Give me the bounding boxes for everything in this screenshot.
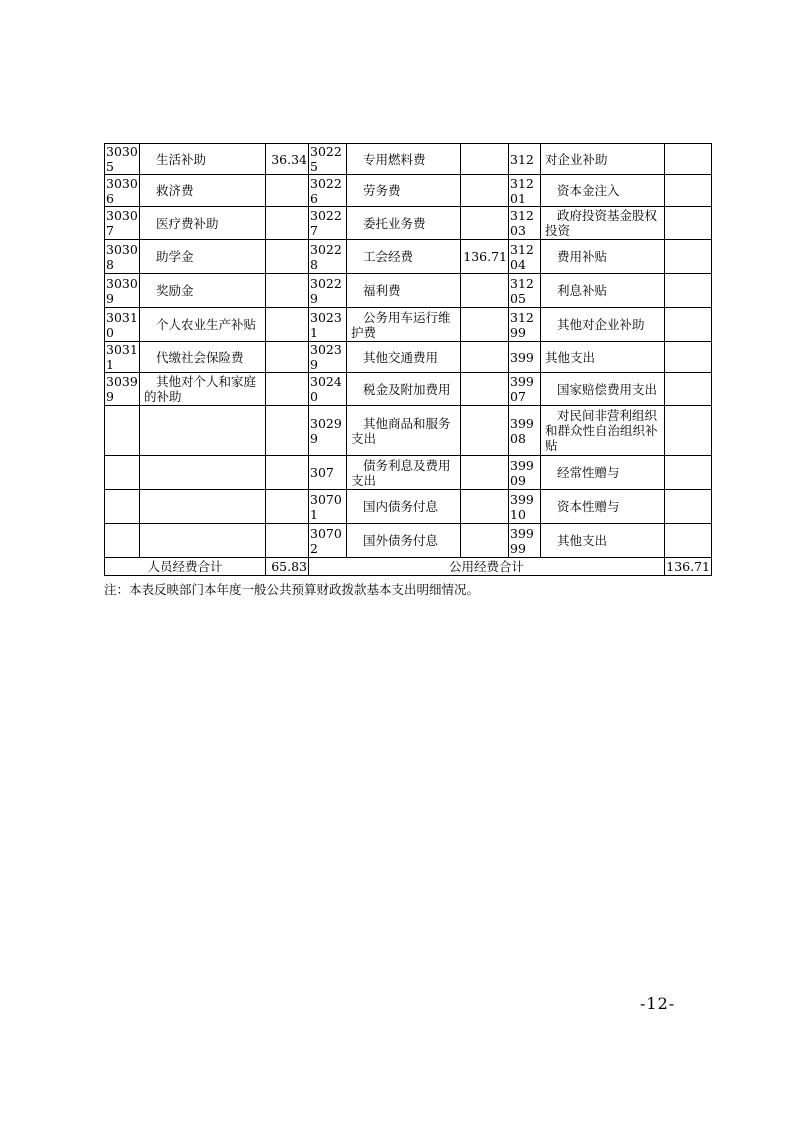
economic-code-cell: 39908 bbox=[509, 406, 541, 456]
economic-code-cell: 30399 bbox=[106, 374, 138, 404]
economic-code-cell: 30227 bbox=[309, 207, 347, 240]
economic-code-cell: 30231 bbox=[309, 308, 347, 342]
item-name-cell: 医疗费补助 bbox=[140, 207, 266, 240]
item-name-cell: 政府投资基金股权投资 bbox=[541, 207, 665, 240]
amount-cell bbox=[461, 524, 509, 558]
amount-cell bbox=[266, 207, 309, 240]
table-note: 注：本表反映部门本年度一般公共预算财政拨款基本支出明细情况。 bbox=[104, 582, 480, 597]
amount-cell bbox=[266, 373, 309, 406]
page-number: -12- bbox=[640, 994, 676, 1013]
item-name-cell bbox=[140, 524, 266, 558]
amount-cell: 36.34 bbox=[266, 144, 309, 175]
amount-cell bbox=[461, 342, 509, 373]
item-name-cell: 费用补贴 bbox=[541, 240, 665, 274]
economic-code-cell: 39907 bbox=[509, 373, 541, 406]
economic-code-cell: 30308 bbox=[106, 241, 138, 272]
item-name-cell: 救济费 bbox=[140, 175, 266, 207]
item-name-cell: 助学金 bbox=[140, 240, 266, 274]
item-name-cell bbox=[140, 490, 266, 524]
personnel-total-value: 65.83 bbox=[266, 558, 309, 576]
amount-cell bbox=[665, 406, 712, 456]
amount-cell bbox=[266, 406, 309, 456]
amount-cell bbox=[665, 456, 712, 490]
item-name-cell: 公务用车运行维护费 bbox=[347, 308, 461, 342]
economic-code-cell bbox=[105, 456, 140, 490]
economic-code-cell: 30226 bbox=[309, 175, 347, 207]
item-name-cell: 国内债务付息 bbox=[347, 490, 461, 524]
expenditure-detail-table bbox=[104, 143, 712, 576]
economic-code-cell: 31299 bbox=[509, 308, 541, 342]
economic-code-cell: 30306 bbox=[106, 175, 138, 206]
table-row bbox=[105, 342, 712, 373]
economic-code-cell: 30311 bbox=[106, 342, 138, 372]
amount-cell bbox=[266, 456, 309, 490]
item-name-cell: 经常性赠与 bbox=[541, 456, 665, 490]
item-name-cell: 委托业务费 bbox=[347, 207, 461, 240]
economic-code-cell: 399 bbox=[509, 342, 541, 373]
amount-cell bbox=[266, 274, 309, 308]
amount-cell bbox=[461, 274, 509, 308]
economic-code-cell bbox=[105, 524, 140, 558]
item-name-cell: 国家赔偿费用支出 bbox=[541, 373, 665, 406]
amount-cell bbox=[266, 524, 309, 558]
item-name-cell: 资本性赠与 bbox=[541, 490, 665, 524]
public-total-label: 公用经费合计 bbox=[309, 558, 665, 576]
amount-cell bbox=[461, 490, 509, 524]
item-name-cell: 资本金注入 bbox=[541, 175, 665, 207]
amount-cell bbox=[461, 406, 509, 456]
economic-code-cell: 30701 bbox=[309, 490, 347, 524]
item-name-cell: 其他支出 bbox=[541, 342, 665, 373]
economic-code-cell: 312 bbox=[509, 144, 541, 175]
item-name-cell: 对企业补助 bbox=[541, 144, 665, 175]
amount-cell bbox=[266, 240, 309, 274]
item-name-cell bbox=[140, 406, 266, 456]
item-name-cell: 其他支出 bbox=[541, 524, 665, 558]
item-name-cell: 代缴社会保险费 bbox=[140, 342, 266, 373]
item-name-cell bbox=[140, 456, 266, 490]
amount-cell bbox=[461, 175, 509, 207]
amount-cell bbox=[461, 308, 509, 342]
economic-code-cell bbox=[105, 406, 140, 456]
item-name-cell: 其他对个人和家庭的补助 bbox=[140, 373, 266, 406]
item-name-cell: 对民间非营利组织和群众性自治组织补贴 bbox=[541, 406, 665, 456]
item-name-cell: 个人农业生产补贴 bbox=[140, 308, 266, 342]
economic-code-cell: 31201 bbox=[509, 175, 541, 207]
table-row bbox=[105, 274, 712, 308]
amount-cell bbox=[266, 342, 309, 373]
item-name-cell: 专用燃料费 bbox=[347, 144, 461, 175]
amount-cell bbox=[665, 490, 712, 524]
economic-code-cell bbox=[105, 490, 140, 524]
item-name-cell: 其他交通费用 bbox=[347, 342, 461, 373]
table-row bbox=[105, 456, 712, 490]
item-name-cell: 工会经费 bbox=[347, 240, 461, 274]
amount-cell bbox=[461, 207, 509, 240]
economic-code-cell: 30229 bbox=[309, 274, 347, 308]
economic-code-cell: 30309 bbox=[106, 275, 138, 306]
amount-cell bbox=[665, 373, 712, 406]
item-name-cell: 其他商品和服务支出 bbox=[347, 406, 461, 456]
item-name-cell: 其他对企业补助 bbox=[541, 308, 665, 342]
table-row bbox=[105, 175, 712, 207]
amount-cell bbox=[665, 308, 712, 342]
economic-code-cell: 30310 bbox=[106, 309, 138, 340]
totals-row bbox=[105, 558, 712, 576]
item-name-cell: 利息补贴 bbox=[541, 274, 665, 308]
table-row bbox=[105, 207, 712, 240]
table-row bbox=[105, 524, 712, 558]
economic-code-cell: 39910 bbox=[509, 490, 541, 524]
amount-cell bbox=[266, 490, 309, 524]
economic-code-cell: 30702 bbox=[309, 524, 347, 558]
amount-cell bbox=[461, 144, 509, 175]
economic-code-cell: 30299 bbox=[309, 406, 347, 456]
amount-cell bbox=[266, 175, 309, 207]
economic-code-cell: 31204 bbox=[509, 240, 541, 274]
table-row bbox=[105, 144, 712, 175]
item-name-cell: 国外债务付息 bbox=[347, 524, 461, 558]
table-row bbox=[105, 490, 712, 524]
table-row bbox=[105, 240, 712, 274]
economic-code-cell: 39999 bbox=[509, 524, 541, 558]
amount-cell bbox=[665, 342, 712, 373]
economic-code-cell: 39909 bbox=[509, 456, 541, 490]
economic-code-cell: 31203 bbox=[509, 207, 541, 240]
item-name-cell: 生活补助 bbox=[140, 144, 266, 175]
item-name-cell: 债务利息及费用支出 bbox=[347, 456, 461, 490]
amount-cell bbox=[665, 144, 712, 175]
table-body bbox=[105, 144, 712, 576]
table-row bbox=[105, 308, 712, 342]
amount-cell bbox=[461, 456, 509, 490]
amount-cell bbox=[461, 373, 509, 406]
amount-cell bbox=[665, 524, 712, 558]
table-row bbox=[105, 373, 712, 406]
public-total-value: 136.71 bbox=[666, 559, 710, 574]
economic-code-cell: 31205 bbox=[509, 274, 541, 308]
economic-code-cell: 30307 bbox=[106, 208, 138, 238]
amount-cell bbox=[665, 175, 712, 207]
economic-code-cell: 30239 bbox=[309, 342, 347, 373]
amount-cell bbox=[665, 240, 712, 274]
item-name-cell: 劳务费 bbox=[347, 175, 461, 207]
table-row bbox=[105, 406, 712, 456]
item-name-cell: 福利费 bbox=[347, 274, 461, 308]
economic-code-cell: 30228 bbox=[309, 240, 347, 274]
item-name-cell: 税金及附加费用 bbox=[347, 373, 461, 406]
economic-code-cell: 30240 bbox=[309, 373, 347, 406]
amount-cell bbox=[665, 207, 712, 240]
economic-code-cell: 30225 bbox=[309, 144, 347, 175]
item-name-cell: 奖励金 bbox=[140, 274, 266, 308]
personnel-total-label: 人员经费合计 bbox=[105, 558, 266, 576]
amount-cell: 136.71 bbox=[461, 240, 509, 274]
economic-code-cell: 30305 bbox=[106, 144, 138, 174]
economic-code-cell: 307 bbox=[309, 456, 347, 490]
amount-cell bbox=[266, 308, 309, 342]
amount-cell bbox=[665, 274, 712, 308]
